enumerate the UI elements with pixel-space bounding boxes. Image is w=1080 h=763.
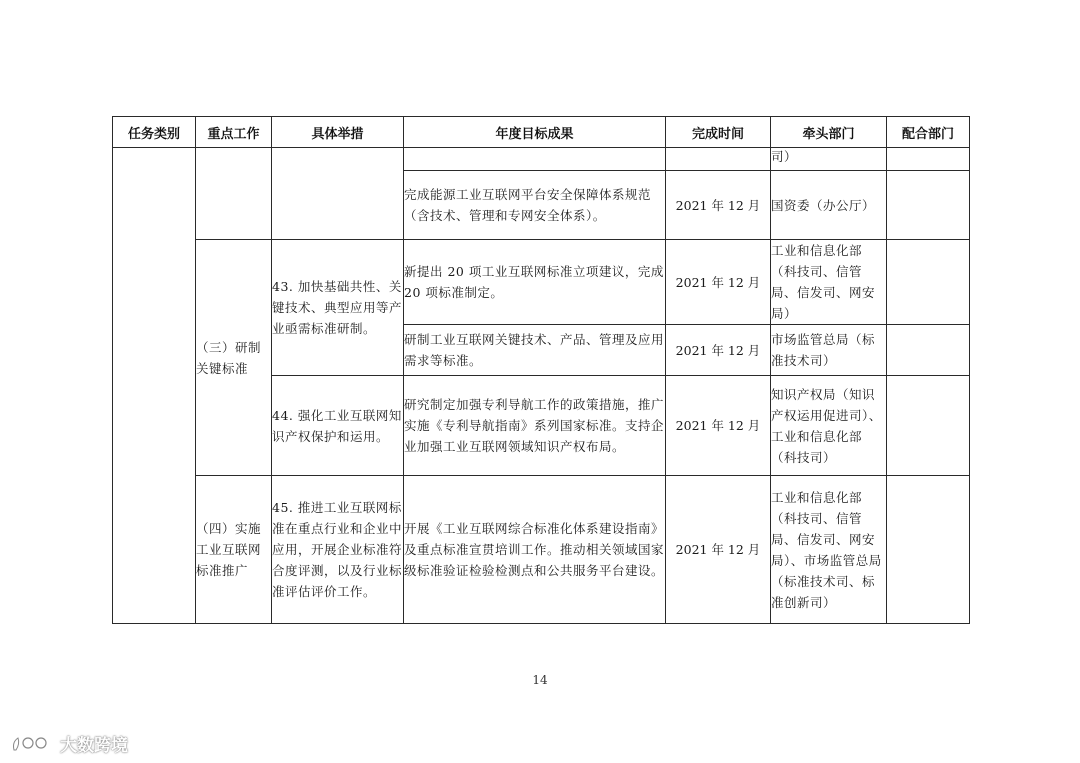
support-cell: [887, 376, 970, 476]
support-cell: [887, 240, 970, 325]
time-cell: 2021 年 12 月: [666, 171, 771, 240]
support-cell: [887, 325, 970, 376]
header-key-work: 重点工作: [196, 117, 272, 148]
lead-cell: 知识产权局（知识产权运用促进司）、工业和信息化部（科技司）: [771, 376, 887, 476]
brand-logo-icon: [10, 732, 54, 754]
result-cell: 完成能源工业互联网平台安全保障体系规范（含技术、管理和专网安全体系）。: [404, 171, 666, 240]
page-number: 14: [532, 673, 548, 687]
key-work-cell: （四）实施工业互联网标准推广: [196, 476, 272, 624]
header-lead-department: 牵头部门: [771, 117, 887, 148]
table-row: [113, 476, 970, 624]
support-cell: [887, 148, 970, 171]
lead-cell: 国资委（办公厅）: [771, 171, 887, 240]
header-support-department: 配合部门: [887, 117, 970, 148]
time-cell: 2021 年 12 月: [666, 325, 771, 376]
result-cell: 新提出 20 项工业互联网标准立项建议，完成 20 项标准制定。: [404, 240, 666, 325]
measure-cell: [272, 148, 404, 240]
result-cell: 开展《工业互联网综合标准化体系建设指南》及重点标准宣贯培训工作。推动相关领域国家级标准验证检验检测点和公共服务平台建设。: [404, 476, 666, 624]
table-row: [113, 148, 970, 171]
support-cell: [887, 171, 970, 240]
measure-cell: 44. 强化工业互联网知识产权保护和运用。: [272, 376, 404, 476]
key-work-cell: （三）研制关键标准: [196, 240, 272, 476]
lead-cell: 工业和信息化部（科技司、信管局、信发司、网安局）: [771, 240, 887, 325]
time-cell: 2021 年 12 月: [666, 240, 771, 325]
lead-cell: 市场监管总局（标准技术司）: [771, 325, 887, 376]
measure-cell: 43. 加快基础共性、关键技术、典型应用等产业亟需标准研制。: [272, 240, 404, 376]
support-cell: [887, 476, 970, 624]
lead-cell: 司）: [771, 148, 887, 171]
table-header-row: [113, 117, 970, 148]
header-task-category: 任务类别: [113, 117, 196, 148]
header-completion-time: 完成时间: [666, 117, 771, 148]
result-cell: 研制工业互联网关键技术、产品、管理及应用需求等标准。: [404, 325, 666, 376]
header-measures: 具体举措: [272, 117, 404, 148]
watermark-text: 大数跨境: [60, 735, 128, 756]
time-cell: 2021 年 12 月: [666, 376, 771, 476]
task-category-cell: [113, 148, 196, 624]
time-cell: [666, 148, 771, 171]
time-cell: 2021 年 12 月: [666, 476, 771, 624]
result-cell: 研究制定加强专利导航工作的政策措施，推广实施《专利导航指南》系列国家标准。支持企业加强工业互联网领域知识产权布局。: [404, 376, 666, 476]
result-cell: [404, 148, 666, 171]
lead-cell: 工业和信息化部（科技司、信管局、信发司、网安局）、市场监管总局（标准技术司、标准创新司）: [771, 476, 887, 624]
key-work-cell: [196, 148, 272, 240]
table-row: [113, 240, 970, 325]
header-annual-goals: 年度目标成果: [404, 117, 666, 148]
watermark: [10, 730, 128, 756]
task-table: [112, 116, 970, 624]
measure-cell: 45. 推进工业互联网标准在重点行业和企业中应用，开展企业标准符合度评测，以及行业标准评估评价工作。: [272, 476, 404, 624]
